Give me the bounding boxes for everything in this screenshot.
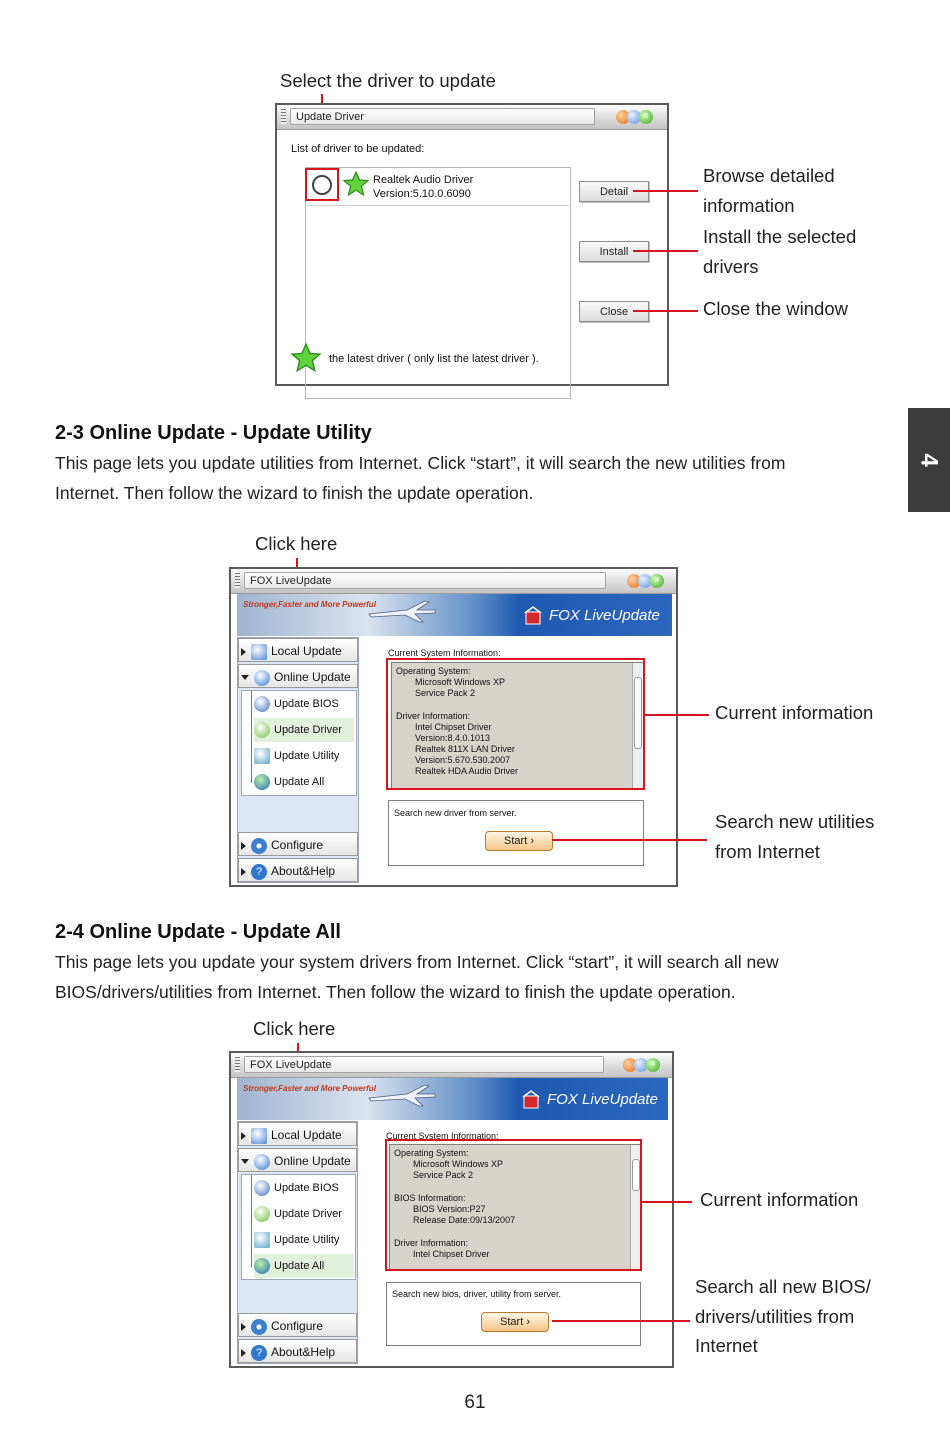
nav-label: Configure: [271, 838, 324, 852]
expand-arrow-icon: [241, 648, 246, 656]
driver-version: Version:5.10.0.6090: [373, 188, 471, 200]
legend-star-icon: [291, 343, 321, 373]
window-controls: [613, 107, 657, 127]
online-update-submenu: [241, 690, 357, 796]
local-update-icon: [251, 1128, 267, 1144]
callout-click-here: Click here: [253, 1018, 336, 1039]
nav-update-all[interactable]: [254, 1254, 354, 1278]
body-line: BIOS/drivers/utilities from Internet. Then follow the wizard to finish the update operation.: [55, 981, 736, 1002]
callout-search-line: Search new utilities: [715, 811, 875, 832]
callout-current-info: Current information: [715, 702, 874, 723]
gear-icon: [251, 838, 267, 854]
help-icon: ?: [251, 864, 267, 880]
nav-about-help[interactable]: [238, 1339, 357, 1363]
info-line: Service Pack 2: [415, 688, 476, 698]
banner-logo: FOX LiveUpdate: [547, 1091, 658, 1108]
nav-update-all[interactable]: [254, 770, 354, 794]
info-line: Driver Information:: [394, 1238, 469, 1248]
search-box: [386, 1282, 641, 1346]
info-line: Version:8.4.0.1013: [415, 733, 491, 743]
window-titlebar[interactable]: [277, 105, 667, 130]
nav-local-update[interactable]: [238, 1122, 357, 1146]
driver-icon: [254, 1206, 270, 1222]
window-titlebar[interactable]: [231, 569, 676, 594]
info-line: BIOS Information:: [394, 1193, 466, 1203]
callout-search-line: Internet: [695, 1335, 758, 1356]
utility-icon: [254, 748, 270, 764]
nav-label: Local Update: [271, 1128, 342, 1142]
online-update-icon: [254, 1154, 270, 1170]
titlebar-grip: [281, 109, 286, 124]
fox-logo-icon: [523, 606, 543, 626]
callout-search-line: Search all new BIOS/: [695, 1276, 871, 1297]
info-line: Release Date:09/13/2007: [413, 1215, 516, 1225]
callout-leader-search: [552, 839, 707, 841]
nav-panel: [237, 637, 359, 883]
nav-label: About&Help: [271, 864, 336, 878]
callout-detail-line: information: [703, 194, 795, 216]
banner-tagline: Stronger,Faster and More Powerful: [243, 1084, 376, 1093]
body-line: This page lets you update utilities from Internet. Click “start”, it will search the new utilities from: [55, 453, 786, 473]
section-heading: 2-4 Online Update - Update All: [55, 921, 341, 943]
section-body: [55, 948, 895, 1007]
info-line: Realtek 811X LAN Driver: [415, 744, 515, 754]
nav-label: Configure: [271, 1319, 324, 1333]
expand-arrow-icon: [241, 1349, 246, 1357]
window-controls: [624, 571, 668, 591]
help-icon: ?: [251, 1345, 267, 1361]
callout-search-line: drivers/utilities from: [695, 1305, 855, 1327]
search-box: [388, 800, 644, 866]
tree-line: [251, 1175, 252, 1267]
close-icon[interactable]: ×: [639, 110, 653, 124]
chevron-right-icon: ›: [526, 1316, 530, 1328]
select-highlight-box: [305, 168, 339, 201]
collapse-arrow-icon: [241, 1159, 249, 1164]
banner-tagline: Stronger,Faster and More Powerful: [243, 600, 376, 609]
expand-arrow-icon: [241, 1132, 246, 1140]
nav-label: Update Driver: [274, 724, 342, 736]
callout-select-driver: Select the driver to update: [280, 70, 496, 91]
callout-install-line: drivers: [703, 255, 759, 277]
expand-arrow-icon: [241, 1323, 246, 1331]
window-title: Update Driver: [290, 108, 595, 125]
nav-update-bios[interactable]: [254, 1176, 354, 1200]
bios-icon: [254, 1180, 270, 1196]
callout-install-line: Install the selected: [703, 226, 857, 247]
nav-label: Update BIOS: [274, 698, 339, 710]
banner-logo: FOX LiveUpdate: [549, 607, 660, 624]
utility-icon: [254, 1232, 270, 1248]
nav-update-utility[interactable]: [254, 744, 354, 768]
search-text: Search new bios, driver, utility from server.: [392, 1289, 562, 1299]
page-number: 61: [464, 1392, 486, 1413]
driver-name: Realtek Audio Driver: [373, 174, 474, 186]
driver-icon: [254, 722, 270, 738]
nav-label: Update Utility: [274, 1234, 340, 1246]
nav-online-update[interactable]: [238, 664, 358, 688]
body-line: This page lets you update your system drivers from Internet. Click “start”, it will search all new: [55, 952, 779, 972]
callout-search: [695, 1272, 871, 1361]
nav-configure[interactable]: [238, 832, 358, 856]
chevron-right-icon: ›: [530, 835, 534, 847]
callout-install: [703, 222, 856, 281]
airplane-icon: [367, 1082, 437, 1108]
callout-leader-install: [633, 250, 698, 252]
titlebar-grip: [235, 573, 240, 588]
bios-icon: [254, 696, 270, 712]
titlebar-grip: [235, 1057, 240, 1072]
chapter-number: 4: [915, 453, 943, 467]
info-line: Realtek HDA Audio Driver: [415, 766, 519, 776]
fox-logo-icon: [521, 1090, 541, 1110]
window-titlebar[interactable]: [231, 1053, 672, 1078]
callout-leader-current: [645, 714, 709, 716]
info-line: Operating System:: [394, 1148, 469, 1158]
nav-local-update[interactable]: [238, 638, 358, 662]
callout-detail: [703, 161, 835, 220]
detail-button[interactable]: Detail: [579, 181, 649, 202]
nav-online-update[interactable]: [238, 1148, 357, 1172]
window-controls: [620, 1055, 664, 1075]
globe-icon: [254, 774, 270, 790]
nav-panel: [237, 1121, 358, 1364]
nav-update-driver[interactable]: [254, 718, 354, 742]
search-text: Search new driver from server.: [394, 808, 517, 818]
expand-arrow-icon: [241, 842, 246, 850]
callout-current-info: Current information: [700, 1189, 859, 1210]
nav-label: Update Utility: [274, 750, 340, 762]
chapter-tab: [908, 408, 950, 512]
legend-text: the latest driver ( only list the latest driver ).: [329, 353, 539, 365]
callout-detail-line: Browse detailed: [703, 165, 835, 186]
info-line: Service Pack 2: [413, 1170, 474, 1180]
info-line: Microsoft Windows XP: [413, 1159, 504, 1169]
info-line: Intel Chipset Driver: [415, 722, 492, 732]
body-line: Internet. Then follow the wizard to finish the update operation.: [55, 482, 534, 503]
start-button[interactable]: [485, 831, 553, 851]
callout-leader-close: [633, 310, 698, 312]
expand-arrow-icon: [241, 868, 246, 876]
callout-search-line: from Internet: [715, 840, 820, 862]
latest-star-icon: [343, 171, 369, 197]
nav-label: Update All: [274, 776, 325, 788]
callout-leader-detail: [633, 190, 698, 192]
nav-update-bios[interactable]: [254, 692, 354, 716]
callout-leader-search: [552, 1320, 690, 1322]
info-line: BIOS Version:P27: [413, 1204, 486, 1214]
nav-label: Update Driver: [274, 1208, 342, 1220]
online-update-icon: [254, 670, 270, 686]
system-info-label: Current System Information:: [386, 1131, 499, 1141]
section-heading: 2-3 Online Update - Update Utility: [55, 422, 372, 444]
info-line: Microsoft Windows XP: [415, 677, 506, 687]
gear-icon: [251, 1319, 267, 1335]
update-driver-window: [275, 103, 669, 386]
collapse-arrow-icon: [241, 675, 249, 680]
info-highlight-box: [385, 1139, 642, 1271]
tree-line: [251, 691, 252, 783]
info-line: Driver Information:: [396, 711, 471, 721]
airplane-icon: [367, 598, 437, 624]
install-button[interactable]: Install: [579, 241, 649, 262]
info-line: Intel Chipset Driver: [413, 1249, 490, 1259]
nav-label: Update All: [274, 1260, 325, 1272]
section-body: [55, 449, 895, 508]
nav-update-utility[interactable]: [254, 1228, 354, 1252]
info-line: Version:5.670.530.2007: [415, 755, 511, 765]
local-update-icon: [251, 644, 267, 660]
globe-icon: [254, 1258, 270, 1274]
callout-click-here: Click here: [255, 533, 338, 554]
nav-update-driver[interactable]: [254, 1202, 354, 1226]
app-banner: [237, 1078, 668, 1120]
nav-about-help[interactable]: [238, 858, 358, 882]
online-update-submenu: [241, 1174, 356, 1280]
info-highlight-box: [386, 658, 645, 790]
window-title: FOX LiveUpdate: [244, 1056, 604, 1073]
nav-label: Update BIOS: [274, 1182, 339, 1194]
window-title: FOX LiveUpdate: [244, 572, 606, 589]
nav-configure[interactable]: [238, 1313, 357, 1337]
app-banner: [237, 594, 672, 636]
close-icon[interactable]: ×: [650, 574, 664, 588]
nav-label: About&Help: [271, 1345, 336, 1359]
start-label: Start: [500, 1316, 524, 1328]
callout-search: [715, 807, 874, 866]
close-button[interactable]: Close: [579, 301, 649, 322]
start-button[interactable]: [481, 1312, 549, 1332]
list-label: List of driver to be updated:: [291, 143, 425, 155]
start-label: Start: [504, 835, 528, 847]
close-icon[interactable]: ×: [646, 1058, 660, 1072]
system-info-label: Current System Information:: [388, 648, 501, 658]
callout-leader-current: [642, 1201, 692, 1203]
nav-label: Online Update: [274, 670, 351, 684]
nav-label: Local Update: [271, 644, 342, 658]
nav-label: Online Update: [274, 1154, 351, 1168]
callout-close: Close the window: [703, 298, 848, 319]
info-line: Operating System:: [396, 666, 471, 676]
